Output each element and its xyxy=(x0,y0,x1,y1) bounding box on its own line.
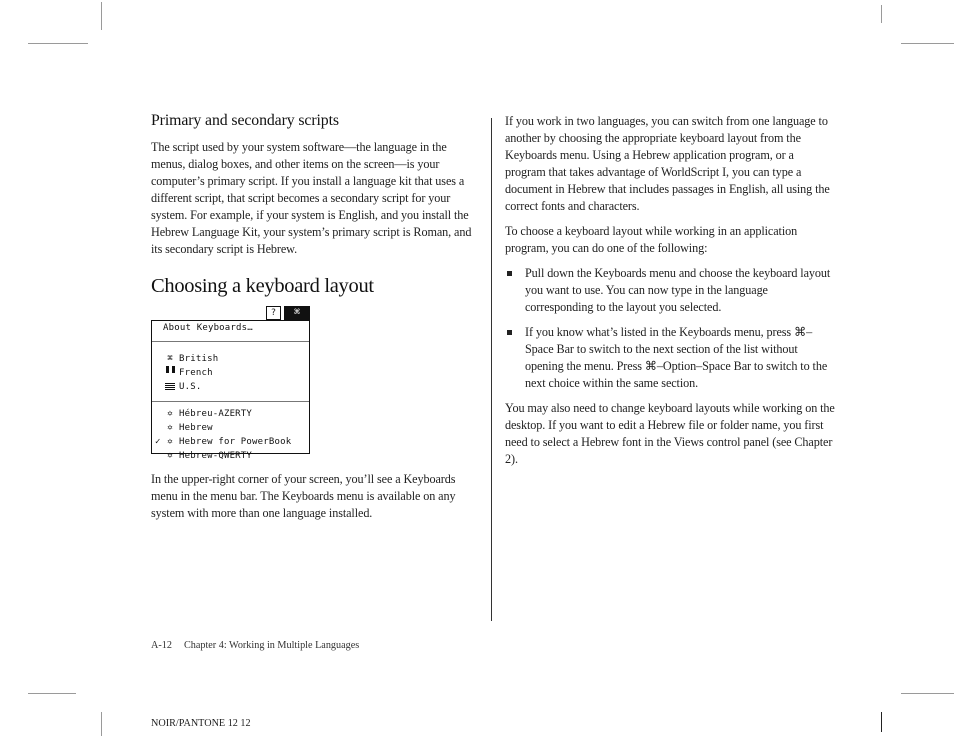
main-heading: Choosing a keyboard layout xyxy=(151,275,374,297)
star-of-david-icon: ✡ xyxy=(167,451,173,461)
instructions-paragraph: To choose a keyboard layout while working in an application program, you can do one of the following: xyxy=(505,224,798,255)
section-paragraph: The script used by your system software—the language in the menus, dialog boxes, and other items on the screen—is your computer’s primary script. If you install a language kit that uses a different script, that script becomes a secondary script for your system. For example, if your system is English, and you install the Hebrew Language Kit, your system’s primary script is Roman, and its secondary script is Hebrew. xyxy=(151,140,472,256)
bullet-icon xyxy=(507,330,512,335)
list-item-text: Pull down the Keyboards menu and choose the keyboard layout you want to use. You can now type in the language corresponding to the layout you selected. xyxy=(525,266,831,314)
help-icon[interactable]: ? xyxy=(266,306,281,320)
menu-item-label: British xyxy=(179,354,219,364)
keyboards-dropdown xyxy=(151,320,310,461)
page-footer xyxy=(151,640,359,651)
menu-item-label: U.S. xyxy=(179,382,202,392)
left-column xyxy=(151,112,481,530)
after-figure-paragraph: In the upper-right corner of your screen, you’ll see a Keyboards menu in the menu bar. The Keyboards menu is available on any system with more than one language installed. xyxy=(151,472,456,520)
star-of-david-icon: ✡ xyxy=(167,409,173,419)
french-flag-icon xyxy=(164,366,176,380)
keyboard-icon: ⌘ xyxy=(167,354,173,364)
star-of-david-icon: ✡ xyxy=(167,437,173,447)
crop-mark xyxy=(901,693,954,694)
crop-mark xyxy=(881,5,882,23)
crop-mark xyxy=(881,712,882,732)
intro-paragraph: If you work in two languages, you can switch from one language to another by choosing the appropriate keyboard layout from the Keyboards menu. Using a Hebrew application program, or a program that takes advantage of WorldScript I, you can type a document in Hebrew that includes passages in English, all using the correct fonts and characters. xyxy=(505,114,830,213)
menu-item-label: About Keyboards… xyxy=(163,323,253,333)
crop-mark xyxy=(101,2,102,30)
column-divider xyxy=(491,118,492,621)
options-list xyxy=(505,265,835,392)
us-flag-icon xyxy=(164,380,176,394)
print-slug: NOIR/PANTONE 12 12 xyxy=(151,718,251,729)
menu-item-label: Hebrew-QWERTY xyxy=(179,451,253,461)
list-item xyxy=(505,265,835,316)
crop-mark xyxy=(101,712,102,736)
chapter-title: Chapter 4: Working in Multiple Languages xyxy=(183,640,360,651)
check-mark-icon: ✓ xyxy=(155,437,161,447)
list-item-text: If you know what’s listed in the Keyboards menu, press ⌘–Space Bar to switch to the next section of the list without opening the menu. Press ⌘–Option–Space Bar to switch to the next choice within the same section. xyxy=(525,325,828,390)
list-item xyxy=(505,324,835,392)
star-of-david-icon: ✡ xyxy=(167,423,173,433)
crop-mark xyxy=(28,43,88,44)
crop-mark xyxy=(28,693,76,694)
menu-item-label: Hebrew xyxy=(179,423,213,433)
desktop-paragraph: You may also need to change keyboard layouts while working on the desktop. If you want to edit a Hebrew file or folder name, you first need to select a Hebrew font in the Views control panel (see Chapter 2). xyxy=(505,401,835,466)
keyboards-menu-figure xyxy=(151,305,311,461)
keyboard-menu-icon[interactable]: ⌘ xyxy=(284,306,310,320)
right-column xyxy=(505,113,835,476)
menu-divider xyxy=(152,341,309,342)
section-heading: Primary and secondary scripts xyxy=(151,112,339,129)
page-number: A-12 xyxy=(151,640,172,651)
crop-mark xyxy=(901,43,954,44)
menu-item-label: Hébreu-AZERTY xyxy=(179,409,253,419)
menu-divider xyxy=(152,401,309,402)
menu-item-label: Hebrew for PowerBook xyxy=(179,437,292,447)
menu-item-label: French xyxy=(179,368,213,378)
menu-bar xyxy=(266,306,310,320)
bullet-icon xyxy=(507,271,512,276)
